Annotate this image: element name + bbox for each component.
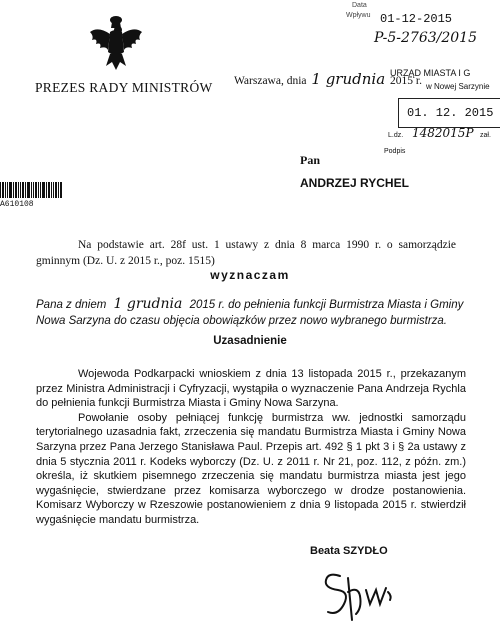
office-stamp-date: 01. 12. 2015 <box>407 106 494 120</box>
received-number: P-5-2763/2015 <box>374 30 477 46</box>
received-date: 01-12-2015 <box>380 12 453 26</box>
justification-heading: Uzasadnienie <box>213 335 287 347</box>
legal-basis: Na podstawie art. 28f ust. 1 ustawy z dnia 8 marca 1990 r. o samorządzie gminnym (Dz. U. z 2015 r., poz. 1515) <box>36 239 456 267</box>
ldz-value: 1482015P <box>412 126 474 140</box>
zal-label: zał. <box>480 132 491 139</box>
justification-paragraph-1: Wojewoda Podkarpacki wnioskiem z dnia 13 listopada 2015 r., przekazanym przez Ministra Administracji i Cyfryzacji, wystąpiła o wyznaczenie Pana Andrzeja Rychla do pełnienia funkcji Burmistrza Miasta i Gminy Nowa Sarzyna. <box>36 368 466 410</box>
justification-paragraph-2: Powołanie osoby pełniącej funkcję burmistrza ww. jednostki samorządu terytorialnego uzasadnia fakt, zrzeczenia się mandatu Burmistrza Miasta i Gminy Nowa Sarzyna przez Pana Jerzego Stanisława Paul. Przepis art. 492 § 1 pkt 3 i § 2a ustawy z dnia 5 stycznia 2011 r. Kodeks wyborczy (Dz. U. z 2011 r. Nr 21, poz. 112, z późn. zm.) określa, iż skutkiem pisemnego zrzeczenia się mandatu burmistrza miasta jest jego wygaśnięcie, stwierdzane przez komisarza wyborczego w drodze postanowienia. Komisarz Wyborczy w Rzeszowie postanowieniem z dnia 9 listopada 2015 r. stwierdził wygaśnięcie mandatu burmistrza. <box>36 411 466 526</box>
stamp-label-in: Wpływu <box>346 12 371 19</box>
stamp-label-date: Data <box>352 2 367 9</box>
appointment-before: Pana z dniem <box>36 299 107 311</box>
signer-name: Beata SZYDŁO <box>310 545 388 557</box>
recipient-name: ANDRZEJ RYCHEL <box>300 176 409 190</box>
barcode-icon <box>0 182 62 198</box>
justification-body <box>36 367 466 528</box>
appointment-after: 2015 r. do pełnienia funkcji Burmistrza Miasta i Gminy Nowa Sarzyna do czasu objęcia obowiązków przez nowo wybranego burmistrza. <box>36 299 464 327</box>
office-stamp <box>380 66 500 162</box>
barcode-number: A610108 <box>0 200 34 209</box>
handwritten-signature-icon <box>318 568 398 623</box>
office-stamp-line1: URZĄD MIASTA I G <box>390 68 471 78</box>
place-date-prefix: Warszawa, dnia <box>234 75 307 87</box>
ldz-label: L.dz. <box>388 132 404 139</box>
appointment-handwritten-date: 1 grudnia <box>113 296 183 312</box>
office-stamp-date-box <box>398 98 500 128</box>
office-title: PREZES RADY MINISTRÓW <box>35 80 213 95</box>
appointment-text <box>36 296 466 329</box>
year-suffix: 2015 r. <box>390 75 422 87</box>
received-stamp <box>340 0 500 52</box>
recipient-salutation: Pan <box>300 153 321 167</box>
eagle-emblem-icon <box>88 12 144 72</box>
office-stamp-line2: w Nowej Sarzynie <box>426 82 490 91</box>
decree-heading: wyznaczam <box>210 268 290 282</box>
podpis-label: Podpis <box>384 148 406 155</box>
handwritten-date: 1 grudnia <box>311 70 386 88</box>
